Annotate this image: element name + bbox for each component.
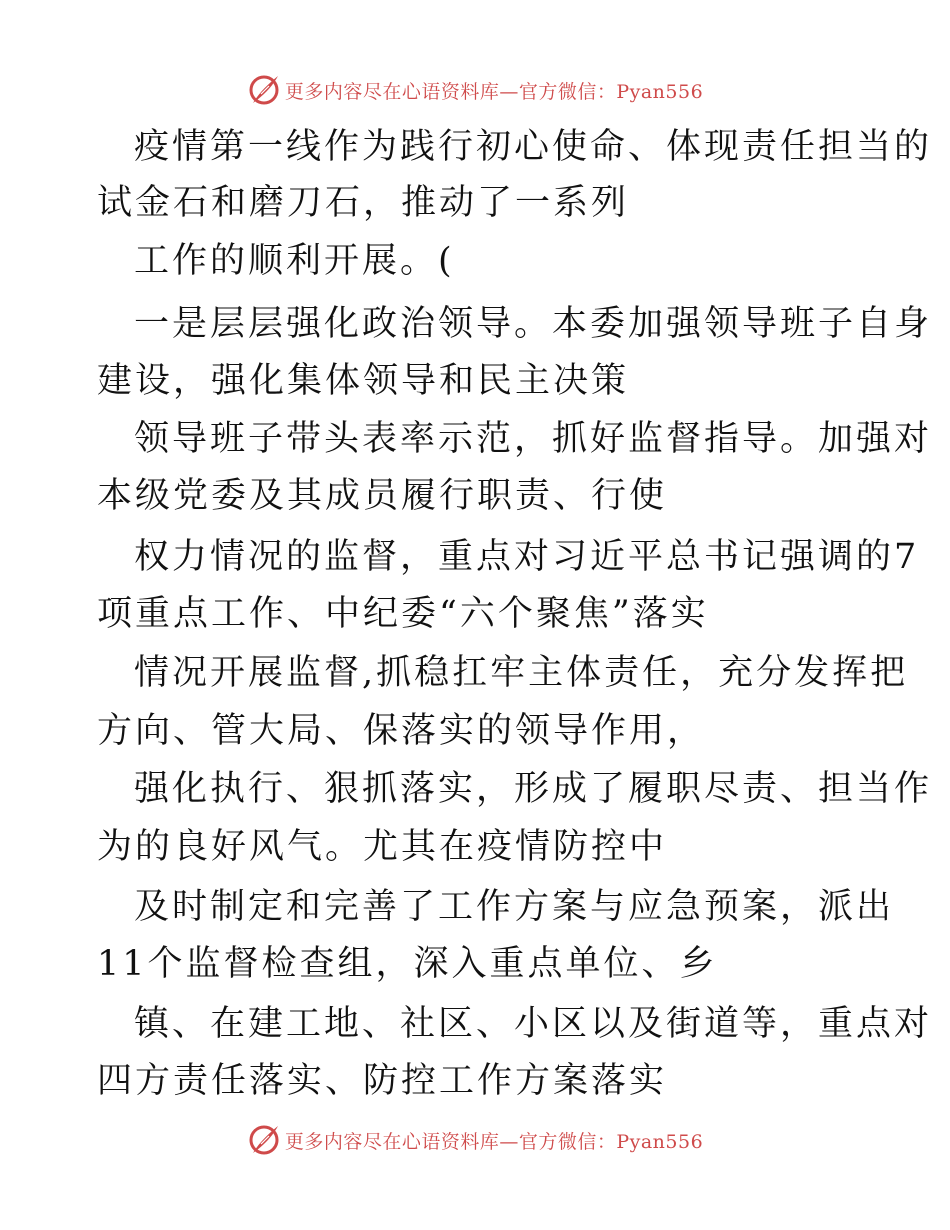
paragraph-line: 权力情况的监督，重点对习近平总书记强调的7 xyxy=(134,537,920,577)
paragraph-line: 领导班子带头表率示范，抓好监督指导。加强对 xyxy=(134,419,933,459)
footer-watermark-text: 更多内容尽在心语资料库—官方微信：Pyan556 xyxy=(284,1130,704,1153)
paragraph-line: 镇、在建工地、社区、小区以及街道等，重点对 xyxy=(134,1004,933,1044)
footer-watermark-banner xyxy=(0,1120,950,1160)
paragraph-line: 工作的顺利开展。( xyxy=(134,241,455,281)
paragraph-line: 本级党委及其成员履行职责、行使 xyxy=(97,476,668,516)
paragraph-line: 疫情第一线作为践行初心使命、体现责任担当的 xyxy=(134,127,933,167)
paragraph-line: 四方责任落实、防控工作方案落实 xyxy=(97,1061,668,1101)
paragraph-line: 试金石和磨刀石，推动了一系列 xyxy=(97,183,630,223)
paragraph-line: 及时制定和完善了工作方案与应急预案，派出 xyxy=(134,887,895,927)
paragraph-line: 11个监督检查组，深入重点单位、乡 xyxy=(97,944,718,984)
feather-pen-circle-icon xyxy=(247,73,281,107)
paragraph-line: 强化执行、狠抓落实，形成了履职尽责、担当作 xyxy=(134,769,933,809)
paragraph-line: 情况开展监督,抓稳扛牢主体责任，充分发挥把 xyxy=(134,653,909,693)
paragraph-line: 项重点工作、中纪委“六个聚焦”落实 xyxy=(97,594,709,634)
paragraph-line: 为的良好风气。尤其在疫情防控中 xyxy=(97,827,668,867)
header-watermark-text: 更多内容尽在心语资料库—官方微信：Pyan556 xyxy=(284,80,704,103)
feather-pen-circle-icon xyxy=(247,1123,281,1157)
paragraph-line: 一是层层强化政治领导。本委加强领导班子自身 xyxy=(134,304,933,344)
header-watermark-banner xyxy=(0,70,950,110)
paragraph-line: 建设，强化集体领导和民主决策 xyxy=(97,361,630,401)
paragraph-line: 方向、管大局、保落实的领导作用， xyxy=(97,711,706,751)
